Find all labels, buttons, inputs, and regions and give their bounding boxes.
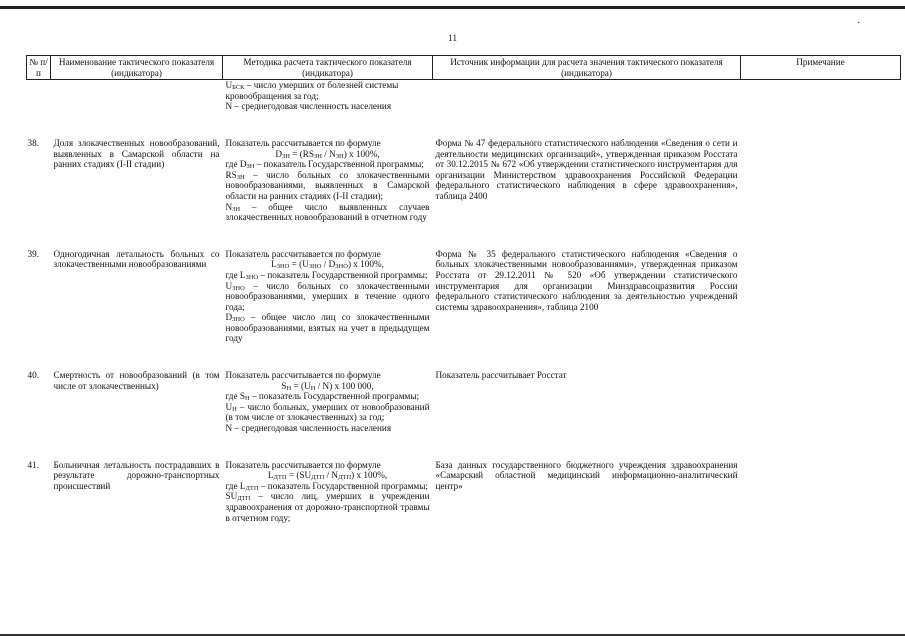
- header-num: № п/п: [27, 56, 51, 80]
- top-border-line: [0, 6, 905, 9]
- continuation-line: N – среднегодовая численность населения: [225, 101, 392, 112]
- continuation-line: $U_{БСК}$ – число умерших от болезней системы: [225, 80, 399, 92]
- indicator-name: Одногодичная летальность больных со злокачественными новообразованиями: [53, 248, 220, 270]
- information-source: База данных государственного бюджетного учреждения здравоохранения «Самарский областной медицинский информационно-аналитический центр»: [435, 459, 738, 491]
- information-source: Форма № 47 федерального статистического наблюдения «Сведения о сети и деятельности медицинских организаций», утвержденная приказом Росстата от 30.12.2015 № 672 «Об утверждении статистического инструментария для организации Министерством здравоохранения Российской Федерации федерального статистического наблюдения в сфере здравоохранения», таблица 2400: [435, 137, 738, 201]
- calculation-method: [223, 249, 433, 344]
- information-source: Форма № 35 федерального статистического наблюдения «Сведения о больных злокачественными новообразованиями», утвержденная приказом Росстата от 29.12.2011 № 520 «Об утверждении статистического инструментария для организации Минздравсоцразвития России федерального статистического наблюдения за деятельностью учреждений системы здравоохранения», таблица 2100: [435, 248, 738, 312]
- table-header-row: [27, 56, 901, 80]
- calculation-method: [223, 370, 433, 434]
- method-definition: $N_{ЗН}$ – общее число выявленных случаев злокачественных новообразований в отчетном году: [225, 201, 430, 223]
- method-definition: $D_{ЗНО}$ – общее число лиц со злокачественными новообразованиями, взятых на учет в предыдущем году: [225, 312, 430, 344]
- header-method: Методика расчета тактического показателя (индикатора): [223, 56, 433, 80]
- formula: $L_{ДТП} = (SU_{ДТП} / N_{ДТП})$ x 100%,: [267, 470, 388, 482]
- method-definition: где $D_{ЗН}$ – показатель Государственной программы;: [225, 159, 424, 171]
- note-cell: [741, 138, 901, 223]
- row-number: 39.: [27, 248, 39, 259]
- table-row: [27, 138, 901, 223]
- header-source: Источник информации для расчета значения тактического показателя (индикатора): [433, 56, 741, 80]
- calculation-method: [223, 460, 433, 524]
- continuation-method: [223, 80, 433, 112]
- row-spacer: [27, 223, 901, 249]
- formula-intro: Показатель рассчитывается по формуле: [225, 137, 381, 148]
- method-definition: $RS_{ЗН}$ – число больных со злокачественными новообразованиями, выявленных в Самарской области на ранних стадиях (I-II стадии);: [225, 169, 430, 201]
- method-definition: где $L_{ДТП}$ – показатель Государственной программы;: [225, 480, 428, 492]
- table-row: [27, 249, 901, 344]
- formula: $L_{ЗНО} = (U_{ЗНО} / D_{ЗНО})$ x 100%,: [271, 259, 384, 271]
- calculation-method: [223, 138, 433, 223]
- page-number: 11: [448, 34, 458, 44]
- row-number: 40.: [27, 370, 39, 381]
- row-spacer: [27, 344, 901, 370]
- method-definition: $U_{ЗНО}$ – число больных со злокачественными новообразованиями, умерших в течение одного года;: [225, 280, 430, 312]
- header-note: Примечание: [741, 56, 901, 80]
- bottom-border-line: [0, 634, 905, 636]
- information-source: Показатель рассчитывает Росстат: [435, 370, 567, 381]
- formula-intro: Показатель рассчитывается по формуле: [225, 370, 381, 381]
- indicator-name: Доля злокачественных новообразований, выявленных в Самарской области на ранних стадиях (I-II стадии): [53, 137, 220, 170]
- method-definition: $SU_{ДТП}$ – число лиц, умерших в учреждении здравоохранения от дорожно-транспортной травмы в отчетном году;: [225, 491, 430, 523]
- header-name: Наименование тактического показателя (индикатора): [51, 56, 223, 80]
- method-definition: N – среднегодовая численность населения: [225, 423, 392, 434]
- continuation-row: [27, 80, 901, 112]
- note-cell: [741, 249, 901, 344]
- indicator-name: Смертность от новообразований (в том числе от злокачественных): [53, 370, 220, 391]
- method-definition: $U_Н$ – число больных, умерших от новообразований (в том числе от злокачественных) за год;: [225, 401, 430, 423]
- formula-intro: Показатель рассчитывается по формуле: [225, 459, 381, 470]
- row-number: 41.: [27, 459, 39, 470]
- indicators-table: [26, 55, 901, 523]
- method-definition: где $L_{ЗНО}$ – показатель Государственной программы;: [225, 269, 428, 281]
- formula-intro: Показатель рассчитывается по формуле: [225, 248, 381, 259]
- scan-speck: ·: [857, 18, 861, 29]
- table-row: [27, 460, 901, 524]
- continuation-line: кровообращения за год;: [225, 90, 319, 101]
- note-cell: [741, 370, 901, 434]
- note-cell: [741, 460, 901, 524]
- row-spacer: [27, 434, 901, 460]
- formula: $D_{ЗН} = (RS_{ЗН} / N_{ЗН})$ x 100%,: [275, 148, 380, 160]
- row-spacer: [27, 112, 901, 138]
- formula: $S_Н = (U_Н / N)$ x 100 000,: [281, 380, 374, 392]
- table-row: [27, 370, 901, 434]
- row-number: 38.: [27, 137, 39, 148]
- method-definition: где $S_Н$ – показатель Государственной программы;: [225, 391, 420, 403]
- indicator-name: Больничная летальность пострадавших в результате дорожно-транспортных происшествий: [53, 459, 220, 491]
